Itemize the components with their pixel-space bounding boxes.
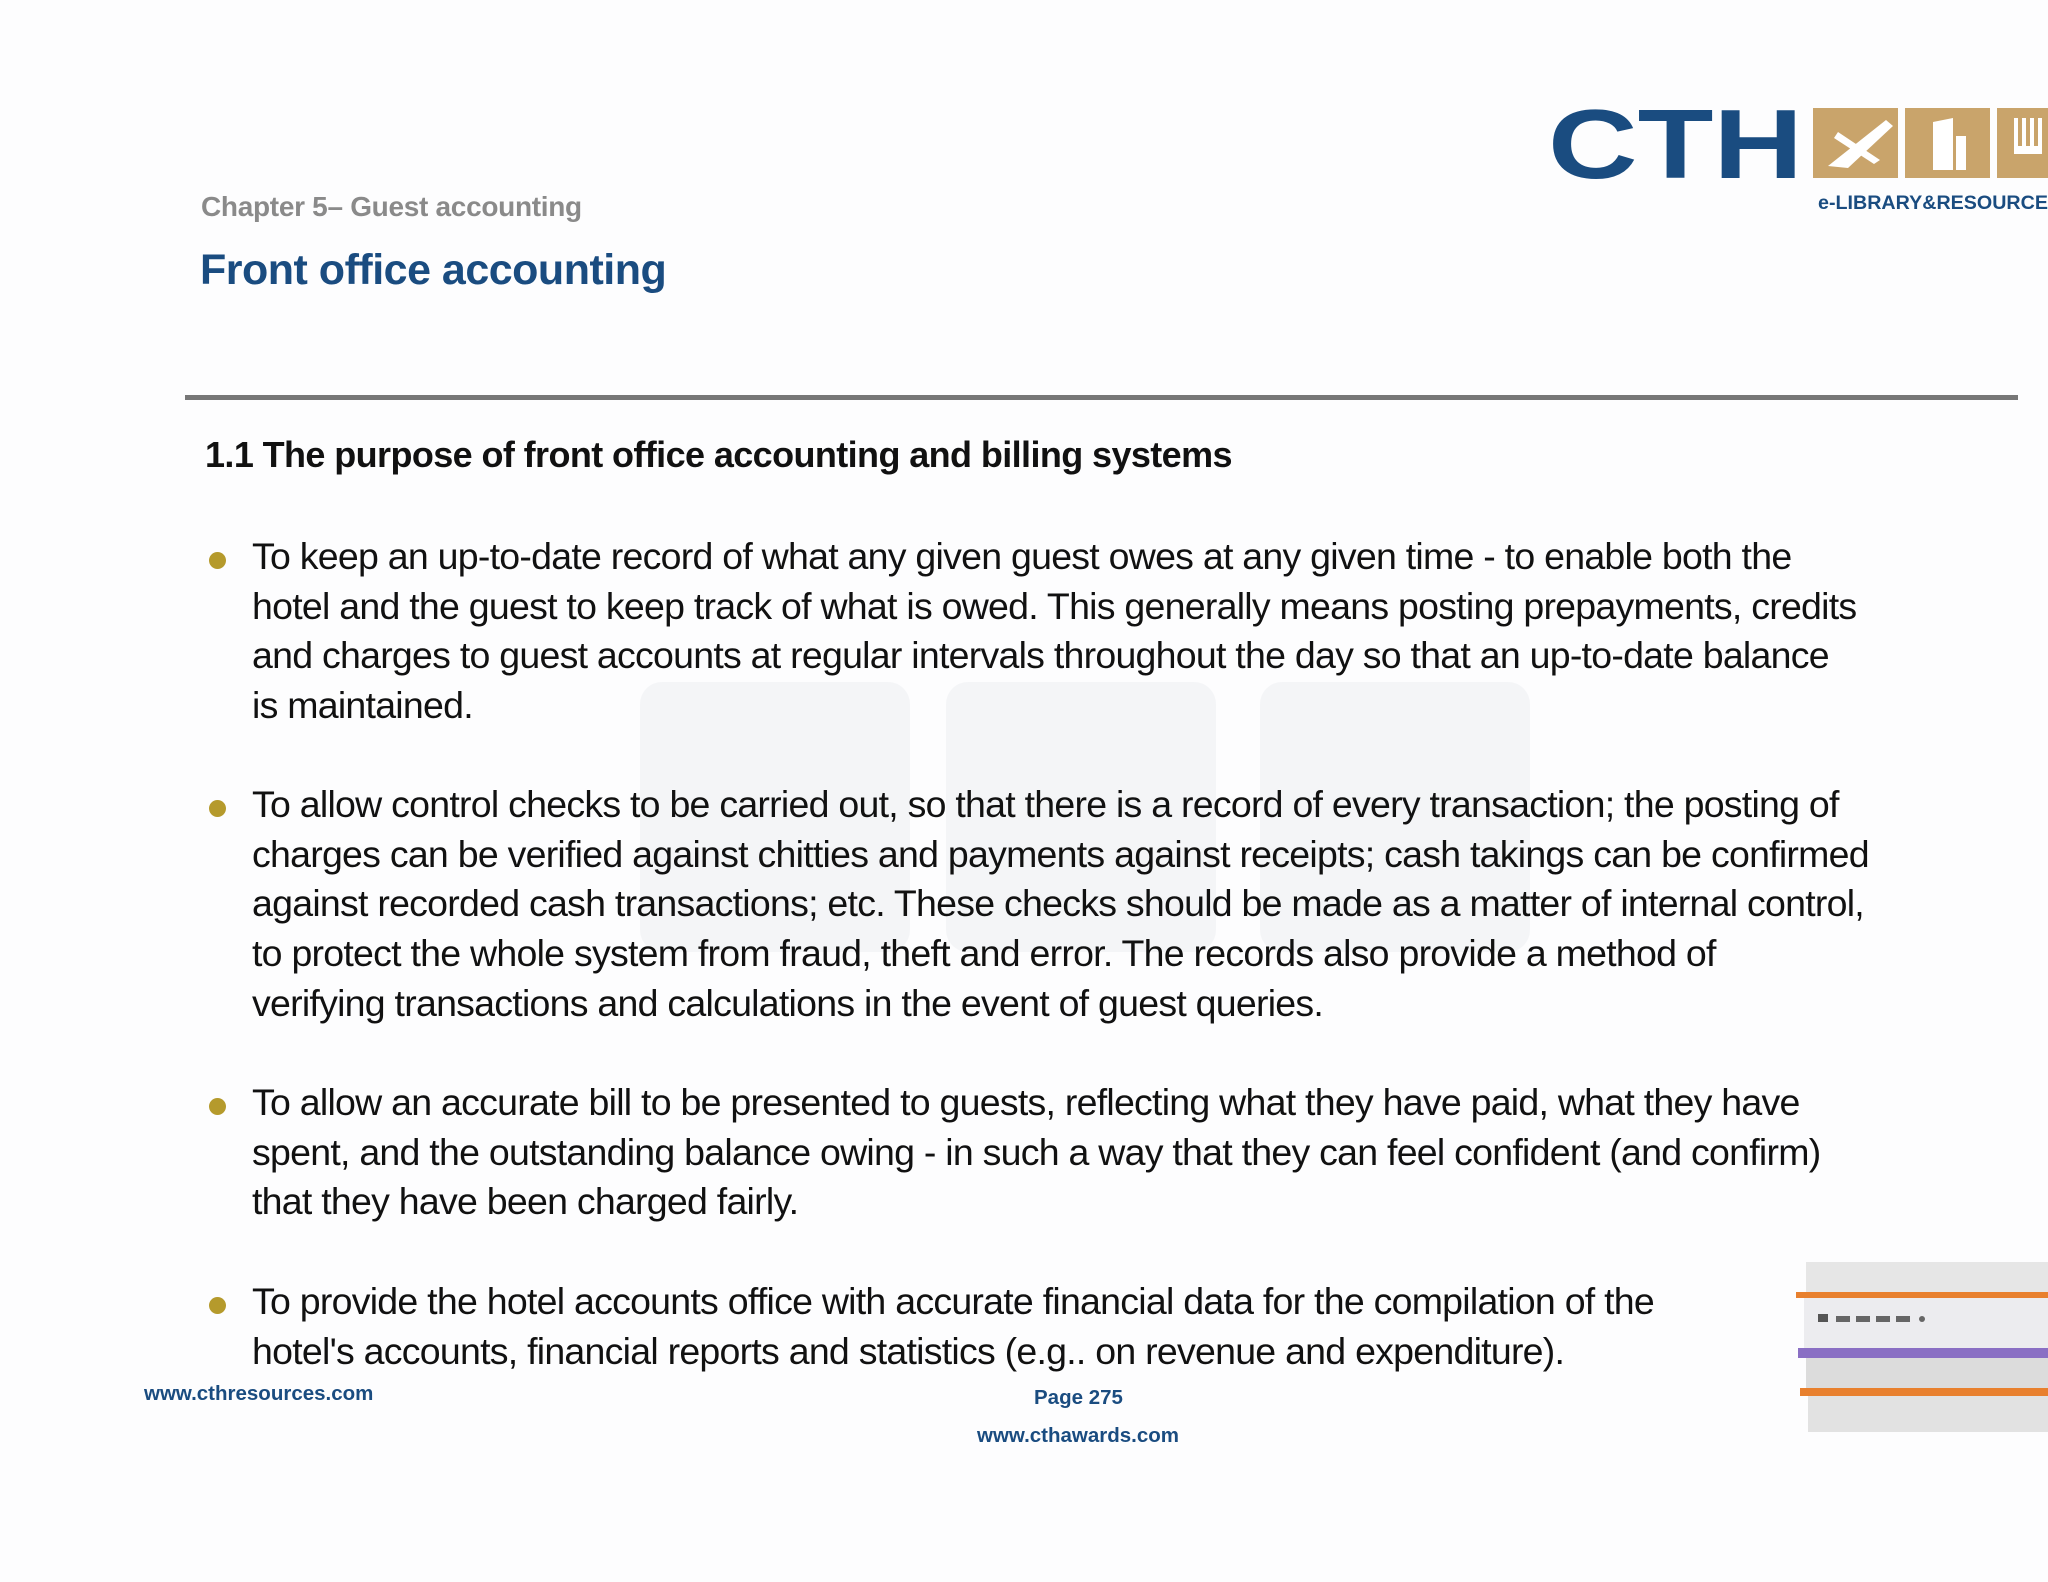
- bullet-text: [252, 1277, 1654, 1376]
- bullet-text: [252, 1078, 1820, 1227]
- page-title: Front office accounting: [200, 246, 667, 294]
- bullet-line: hotel and the guest to keep track of what is owed. This generally means posting prepayments, credits: [252, 584, 1857, 627]
- header-divider: [185, 395, 2018, 400]
- chapter-label: Chapter 5– Guest accounting: [201, 191, 582, 222]
- bullet-line: is maintained.: [252, 684, 473, 727]
- bullet-line: To allow control checks to be carried out, so that there is a record of every transaction; the posting of: [252, 783, 1839, 825]
- cth-logo: [1548, 102, 2048, 218]
- bullet-text: [252, 780, 1869, 1029]
- logo-text: CTH: [1548, 102, 1803, 199]
- plane-icon: [1813, 108, 1898, 178]
- bullet-line: to protect the whole system from fraud, theft and error. The records also provide a method of: [252, 932, 1716, 975]
- bullet-line: verifying transactions and calculations in the event of guest queries.: [252, 981, 1324, 1024]
- bullet-line: charges can be verified against chitties and payments against receipts; cash takings can be confirmed: [252, 832, 1869, 875]
- bullet-line: hotel's accounts, financial reports and statistics (e.g.. on revenue and expenditure).: [252, 1329, 1565, 1372]
- footer-resources-link[interactable]: www.cthresources.com: [144, 1382, 374, 1405]
- bullet-line: and charges to guest accounts at regular intervals throughout the day so that an up-to-date balance: [252, 634, 1829, 677]
- bullet-dot-icon: [209, 800, 226, 817]
- bullet-dot-icon: [209, 552, 226, 569]
- bullet-line: against recorded cash transactions; etc. These checks should be made as a matter of internal control,: [252, 882, 1864, 925]
- bullet-dot-icon: [209, 1098, 226, 1115]
- building-icon: [1905, 108, 1990, 178]
- bullet-line: To keep an up-to-date record of what any given guest owes at any given time - to enable both the: [252, 535, 1792, 577]
- footer-awards-link[interactable]: www.cthawards.com: [977, 1424, 1180, 1447]
- bullet-line: spent, and the outstanding balance owing - in such a way that they can feel confident (and confirm): [252, 1130, 1821, 1173]
- bullet-line: that they have been charged fairly.: [252, 1180, 799, 1223]
- bullet-line: To provide the hotel accounts office with accurate financial data for the compilation of the: [252, 1280, 1655, 1322]
- cutlery-icon: [1997, 108, 2048, 178]
- laptop-stack-image: [1796, 1262, 2048, 1432]
- section-heading: 1.1 The purpose of front office accounting and billing systems: [205, 434, 1232, 475]
- page-number: Page 275: [1034, 1386, 1123, 1409]
- logo-tagline: e-LIBRARY&RESOURCE: [1818, 193, 2048, 214]
- bullet-text: [252, 532, 1856, 731]
- bullet-dot-icon: [209, 1297, 226, 1314]
- bullet-line: To allow an accurate bill to be presented to guests, reflecting what they have paid, what they have: [252, 1081, 1800, 1123]
